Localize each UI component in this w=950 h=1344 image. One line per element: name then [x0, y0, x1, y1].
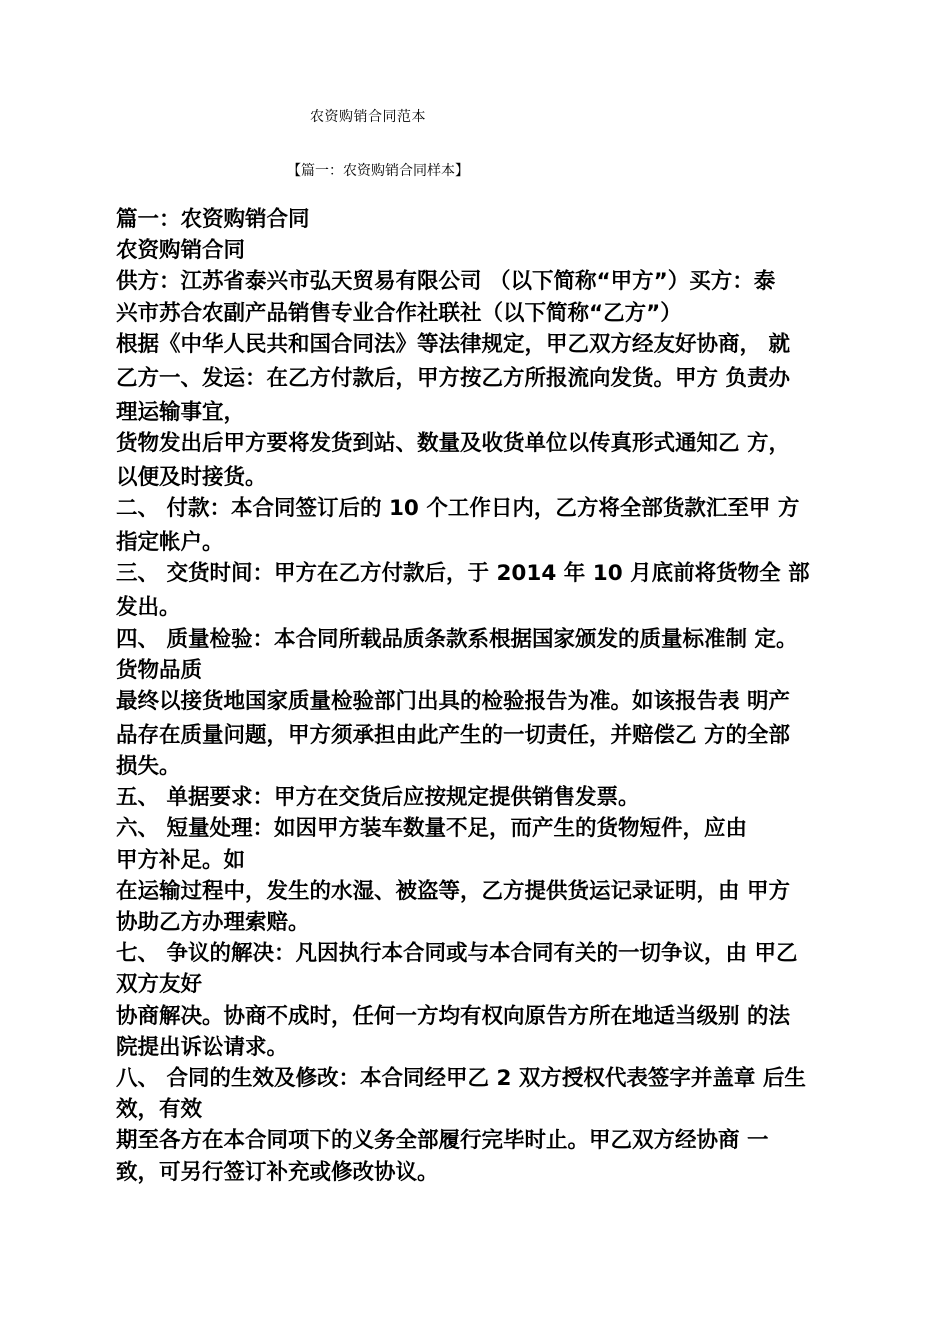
text-line: 货物发出后甲方要将发货到站、数量及收货单位以传真形式通知乙 方，: [116, 430, 790, 456]
document-title: 农资购销合同范本: [310, 109, 426, 125]
text-line: 院提出诉讼请求。: [116, 1034, 289, 1060]
text-line: 在运输过程中，发生的水湿、被盗等，乙方提供货运记录证明，由 甲方: [116, 878, 790, 904]
text-line: 损失。: [116, 754, 181, 780]
text-line: 三、 交货时间：甲方在乙方付款后，于 2014 年 10 月底前将货物全 部: [116, 561, 810, 587]
text-line: 八、 合同的生效及修改：本合同经甲乙 2 双方授权代表签字并盖章 后生: [116, 1065, 806, 1091]
text-line: 致，可另行签订补充或修改协议。: [116, 1159, 439, 1185]
document-subtitle: 【篇一：农资购销合同样本】: [287, 163, 469, 179]
text-line: 农资购销合同: [116, 238, 246, 264]
text-line: 理运输事宜，: [116, 399, 246, 425]
text-line: 协商解决。协商不成时，任何一方均有权向原告方所在地适当级别 的法: [116, 1003, 790, 1029]
text-line: 货物品质: [116, 657, 203, 683]
text-line: 发出。: [116, 595, 181, 621]
text-line: 效，有效: [116, 1097, 203, 1123]
text-line: 以便及时接货。: [116, 464, 267, 490]
text-line: 乙方一、发运：在乙方付款后，甲方按乙方所报流向发货。甲方 负责办: [116, 365, 790, 391]
text-line: 最终以接货地国家质量检验部门出具的检验报告为准。如该报告表 明产: [116, 688, 790, 714]
text-line: 品存在质量问题，甲方须承担由此产生的一切责任，并赔偿乙 方的全部: [116, 722, 790, 748]
text-line: 四、 质量检验：本合同所载品质条款系根据国家颁发的质量标准制 定。: [116, 626, 798, 652]
text-line: 供方：江苏省泰兴市弘天贸易有限公司 （以下简称“甲方”）买方：泰: [116, 269, 776, 295]
text-line: 六、 短量处理：如因甲方装车数量不足，而产生的货物短件，应由: [116, 816, 747, 842]
text-line: 甲方补足。如: [116, 847, 246, 873]
text-line: 七、 争议的解决：凡因执行本合同或与本合同有关的一切争议，由 甲乙: [116, 941, 798, 967]
text-line: 篇一：农资购销合同: [116, 207, 310, 232]
text-line: 指定帐户。: [116, 530, 224, 556]
text-line: 兴市苏合农副产品销售专业合作社联社（以下简称“乙方”）: [116, 300, 682, 326]
document-body: [116, 204, 866, 1188]
text-line: 五、 单据要求：甲方在交货后应按规定提供销售发票。: [116, 785, 640, 811]
text-line: 二、 付款：本合同签订后的 10 个工作日内，乙方将全部货款汇至甲 方: [116, 496, 800, 522]
text-line: 双方友好: [116, 972, 203, 998]
text-line: 根据《中华人民共和国合同法》等法律规定，甲乙双方经友好协商， 就: [116, 331, 790, 357]
text-line: 期至各方在本合同项下的义务全部履行完毕时止。甲乙双方经协商 一: [116, 1128, 769, 1154]
text-line: 协助乙方办理索赔。: [116, 910, 310, 935]
